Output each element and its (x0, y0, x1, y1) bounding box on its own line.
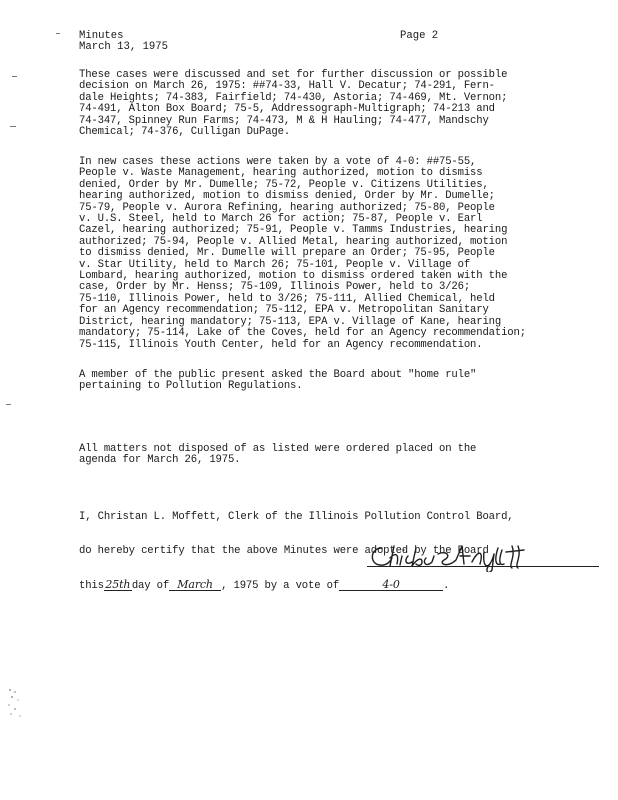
scan-specks (6, 686, 26, 720)
paragraph-new-cases: In new cases these actions were taken by a vote of 4-0: ##75-55, People v. Waste Management, hearing authorized, motion to dismiss denied, Order by Mr. Dumelle; 75-72, People v. Citizens Utilities, hearing authorized, motion to dismiss denied, Order by Mr. Dumelle; 75-79, People v. Aurora Refining, hearing authorized; 75-80, People v. U.S. Steel, held to March 26 for action; 75-87, People v. Earl Cazel, hearing authorized; 75-91, People v. Tamms Industries, hearing authorized; 75-94, People v. Allied Metal, hearing authorized, motion to dismiss denied, Mr. Dumelle will prepare an Order; 75-95, People v. Star Utility, held to March 26; 75-101, People v. Village of Lombard, hearing authorized, motion to dismiss ordered taken with the case, Order by Mr. Henss; 75-109, Illinois Power, held to 3/26; 75-110, Illinois Power, held to 3/26; 75-111, Allied Chemical, held for an Agency recommendation; 75-112, EPA v. Metropolitan Sanitary District, hearing mandatory; 75-113, EPA v. Village of Kane, hearing mandatory; 75-114, Lake of the Coves, held for an Agency recommendation; 75-115, Illinois Youth Center, held for an Agency recommendation. (79, 156, 526, 351)
certification-line-3 (79, 580, 599, 592)
margin-speck (6, 404, 11, 405)
vote-filled: 4-0 (339, 580, 443, 591)
minutes-title: Minutes (79, 30, 124, 42)
paragraph-undisposed-matters: All matters not disposed of as listed were ordered placed on the agenda for March 26, 1975. (79, 443, 477, 467)
page-number: Page 2 (400, 30, 439, 42)
header-left (79, 31, 168, 54)
signature-line (367, 566, 599, 567)
day-filled: 25th (105, 578, 131, 592)
certification-line-1: I, Christan L. Moffett, Clerk of the Illinois Pollution Control Board, (79, 510, 514, 523)
month-filled: March (169, 580, 221, 591)
period: . (443, 580, 450, 593)
day-of-label: day of (131, 580, 170, 593)
this-label: this (79, 580, 104, 593)
year-vote-label: , 1975 by a vote of (221, 580, 340, 593)
margin-speck (12, 76, 17, 77)
margin-speck (56, 33, 60, 34)
minutes-date: March 13, 1975 (79, 41, 169, 54)
margin-speck (10, 126, 16, 127)
paragraph-public-question: A member of the public present asked the Board about "home rule" pertaining to Pollution Regulations. (79, 369, 477, 393)
certification-line-2: do hereby certify that the above Minutes were adopted by the Board (79, 545, 489, 558)
handwritten-signature (366, 540, 596, 576)
signature-drawing (366, 540, 596, 572)
paragraph-continued-cases: These cases were discussed and set for further discussion or possible decision on March 26, 1975: ##74-33, Hall V. Decatur; 74-291, Fern- dale Heights; 74-383, Fairfield; 74-430, Astoria; 74-469, Mt. Vernon; 74-491, Alton Box Board; 75-5, Addressograph-Multigraph; 74-213 and 74-347, Spinney Run Farms; 74-473, M & H Hauling; 74-477, Mandschy Chemical; 74-376, Culligan DuPage. (79, 69, 508, 139)
